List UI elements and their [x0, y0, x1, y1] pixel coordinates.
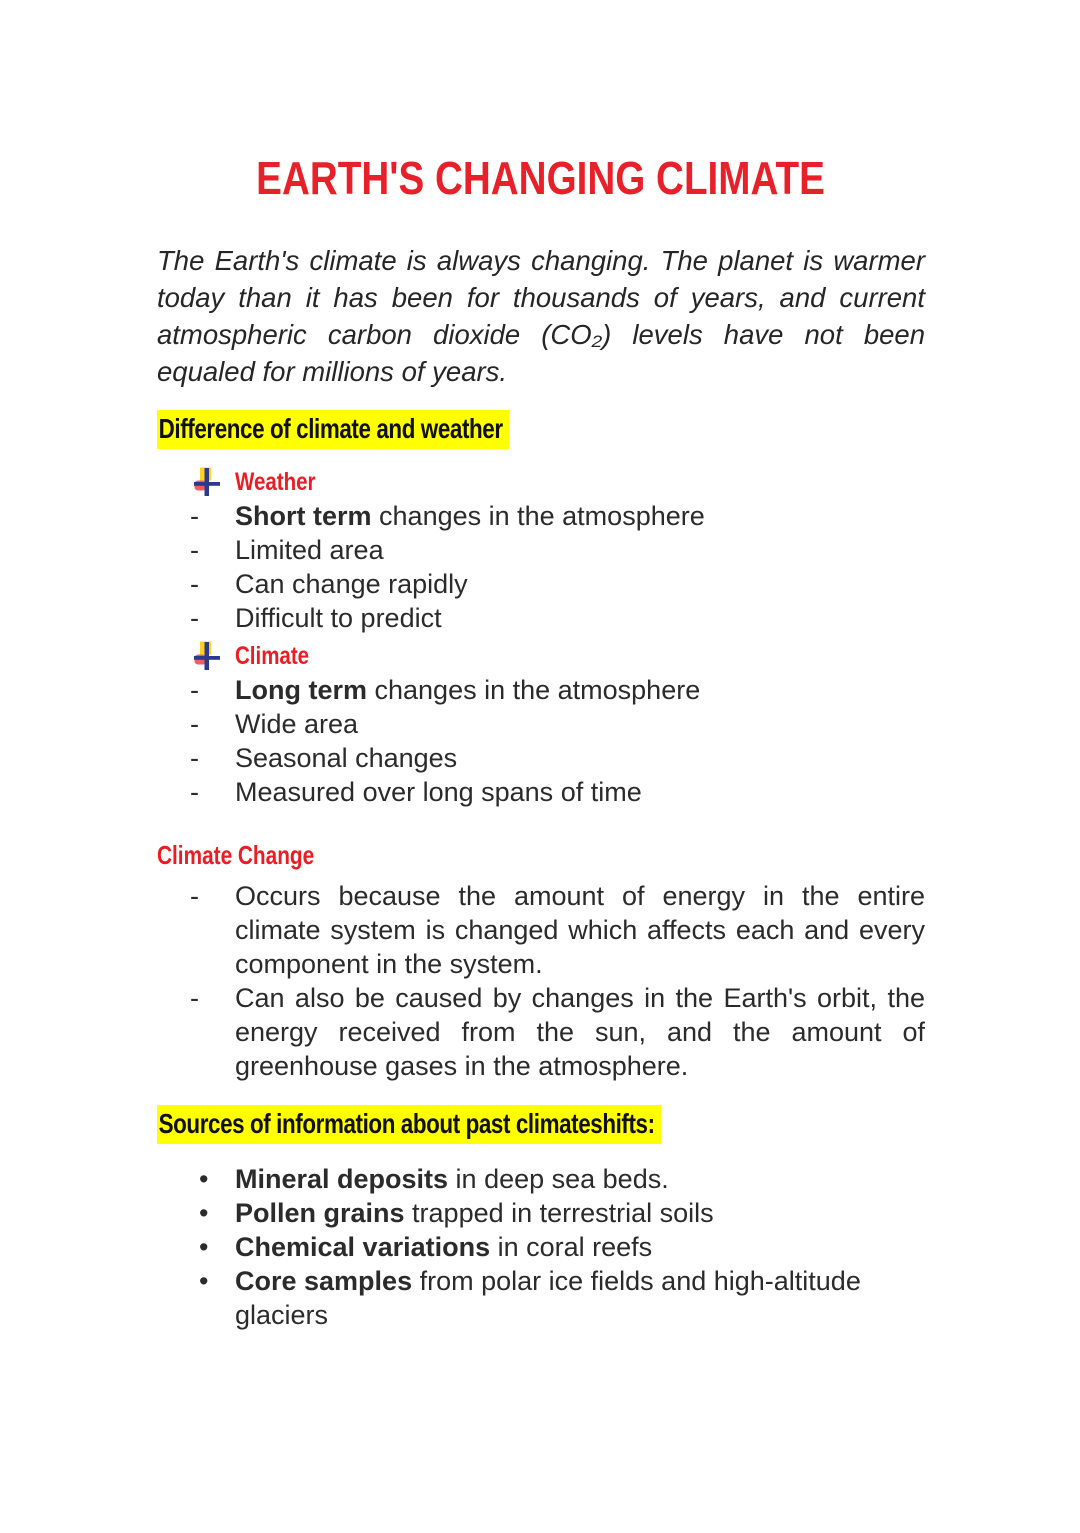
dash-marker: - [190, 983, 199, 1013]
list-item [157, 499, 925, 533]
list-item [157, 741, 925, 775]
intro-paragraph: The Earth's climate is always changing. The planet is warmer today than it has been for thousands of years, and current atmospheric carbon dioxide (CO₂) levels have not been equaled for millions of years. [157, 245, 925, 387]
list-item [157, 601, 925, 635]
list-item-text: Wide area [235, 709, 359, 739]
dash-marker: - [190, 777, 199, 807]
list-item [157, 1196, 925, 1230]
heading-sources [157, 1105, 925, 1144]
dash-marker: - [190, 569, 199, 599]
list-item [157, 707, 925, 741]
sources-list [157, 1162, 925, 1332]
dash-marker: - [190, 675, 199, 705]
list-item-text: Pollen grains trapped in terrestrial soils [235, 1198, 714, 1228]
list-item-text: Core samples from polar ice fields and high-altitude glaciers [235, 1266, 861, 1330]
list-item [157, 1230, 925, 1264]
list-item-text: Limited area [235, 535, 384, 565]
list-item-text: Seasonal changes [235, 743, 458, 773]
climate-change-list [157, 879, 925, 1083]
list-item [157, 775, 925, 809]
weather-group-label: Weather [235, 467, 316, 496]
bullet-marker: • [199, 1232, 209, 1262]
highlighted-heading-text: Difference of climate and weather [157, 410, 509, 449]
plus-marker-icon [157, 467, 235, 497]
list-item-text: Difficult to predict [235, 603, 442, 633]
bullet-marker: • [199, 1266, 209, 1296]
list-item-text: Can change rapidly [235, 569, 468, 599]
list-item [157, 673, 925, 707]
list-item-text: Mineral deposits in deep sea beds. [235, 1164, 669, 1194]
weather-list [157, 499, 925, 635]
list-item-text: Chemical variations in coral reefs [235, 1232, 653, 1262]
plus-marker-icon [157, 641, 235, 671]
list-item-text: Can also be caused by changes in the Earth's orbit, the energy received from the sun, and the amount of greenhouse gases in the atmosphere. [235, 983, 925, 1081]
climate-list [157, 673, 925, 809]
dash-marker: - [190, 881, 199, 911]
dash-marker: - [190, 709, 199, 739]
list-item [157, 1264, 925, 1332]
list-item [157, 533, 925, 567]
weather-group-heading [157, 465, 925, 499]
dash-marker: - [190, 743, 199, 773]
list-item-text: Short term changes in the atmosphere [235, 501, 705, 531]
climate-group-label: Climate [235, 641, 310, 670]
page-title [157, 0, 925, 206]
list-item [157, 567, 925, 601]
dash-marker: - [190, 501, 199, 531]
list-item [157, 879, 925, 981]
list-item [157, 981, 925, 1083]
list-item-text: Measured over long spans of time [235, 777, 642, 807]
dash-marker: - [190, 535, 199, 565]
dash-marker: - [190, 603, 199, 633]
bullet-marker: • [199, 1164, 209, 1194]
bullet-marker: • [199, 1198, 209, 1228]
list-item-text: Long term changes in the atmosphere [235, 675, 701, 705]
page-title-text: EARTH'S CHANGING CLIMATE [256, 152, 826, 204]
list-item [157, 1162, 925, 1196]
climate-group-heading [157, 639, 925, 673]
heading-difference-climate-weather [157, 410, 925, 449]
highlighted-heading-text: Sources of information about past climateshifts: [157, 1105, 661, 1144]
list-item-text: Occurs because the amount of energy in the entire climate system is changed which affects each and every component in the system. [235, 881, 925, 979]
heading-climate-change: Climate Change [157, 840, 315, 870]
